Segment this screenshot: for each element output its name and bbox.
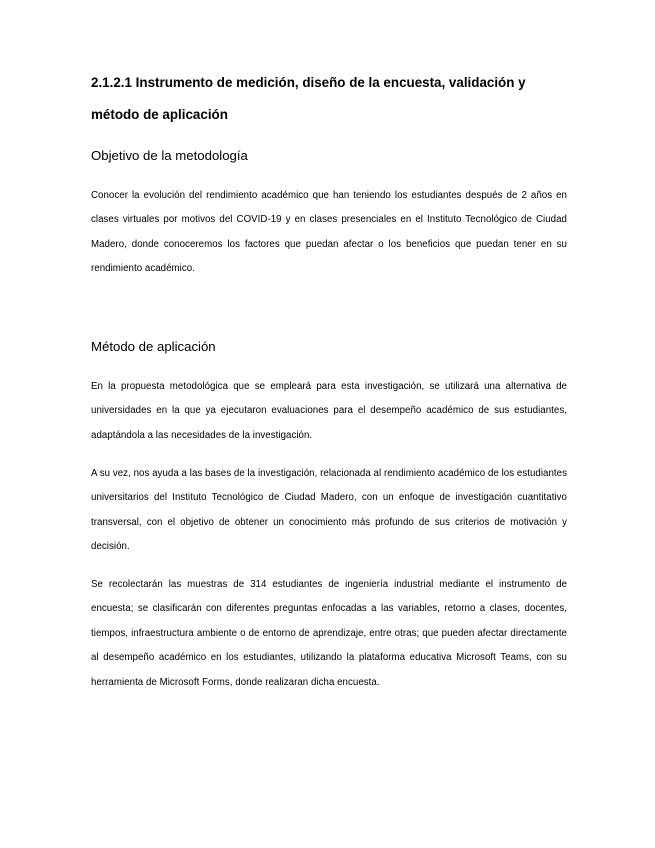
method-paragraph-1: En la propuesta metodológica que se empleará para esta investigación, se utilizará una alternativa de universidades en la que ya ejecutaron evaluaciones para el desempeño académico de sus estudiantes, adaptándola a las necesidades de la investigación. bbox=[91, 381, 567, 441]
method-paragraph-3: Se recolectarán las muestras de 314 estudiantes de ingeniería industrial mediante el instrumento de encuesta; se clasificarán con diferentes preguntas enfocadas a las variables, retorno a clases, docentes, tiempos, infraestructura ambiente o de entorno de aprendizaje, entre otras; que pueden afectar directamente al desempeño académico en los estudiantes, utilizando la plataforma educativa Microsoft Teams, con su herramienta de Microsoft Forms, donde realizaran dicha encuesta. bbox=[91, 579, 567, 688]
objective-paragraph: Conocer la evolución del rendimiento académico que han teniendo los estudiantes después de 2 años en clases virtuales por motivos del COVID-19 y en clases presenciales en el Instituto Tecnológico de Ciudad Madero, donde conoceremos los factores que puedan afectar o los beneficios que puedan tener en su rendimiento académico. bbox=[91, 190, 567, 275]
objective-heading: Objetivo de la metodología bbox=[91, 148, 248, 163]
method-heading: Método de aplicación bbox=[91, 339, 216, 354]
section-title: 2.1.2.1 Instrumento de medición, diseño de la encuesta, validación y método de aplicación bbox=[91, 75, 526, 122]
method-paragraph-2: A su vez, nos ayuda a las bases de la investigación, relacionada al rendimiento académico de los estudiantes universitarios del Instituto Tecnológico de Ciudad Madero, con un enfoque de investigación cuantitativo transversal, con el objetivo de obtener un conocimiento más profundo de sus criterios de motivación y decisión. bbox=[91, 468, 567, 553]
